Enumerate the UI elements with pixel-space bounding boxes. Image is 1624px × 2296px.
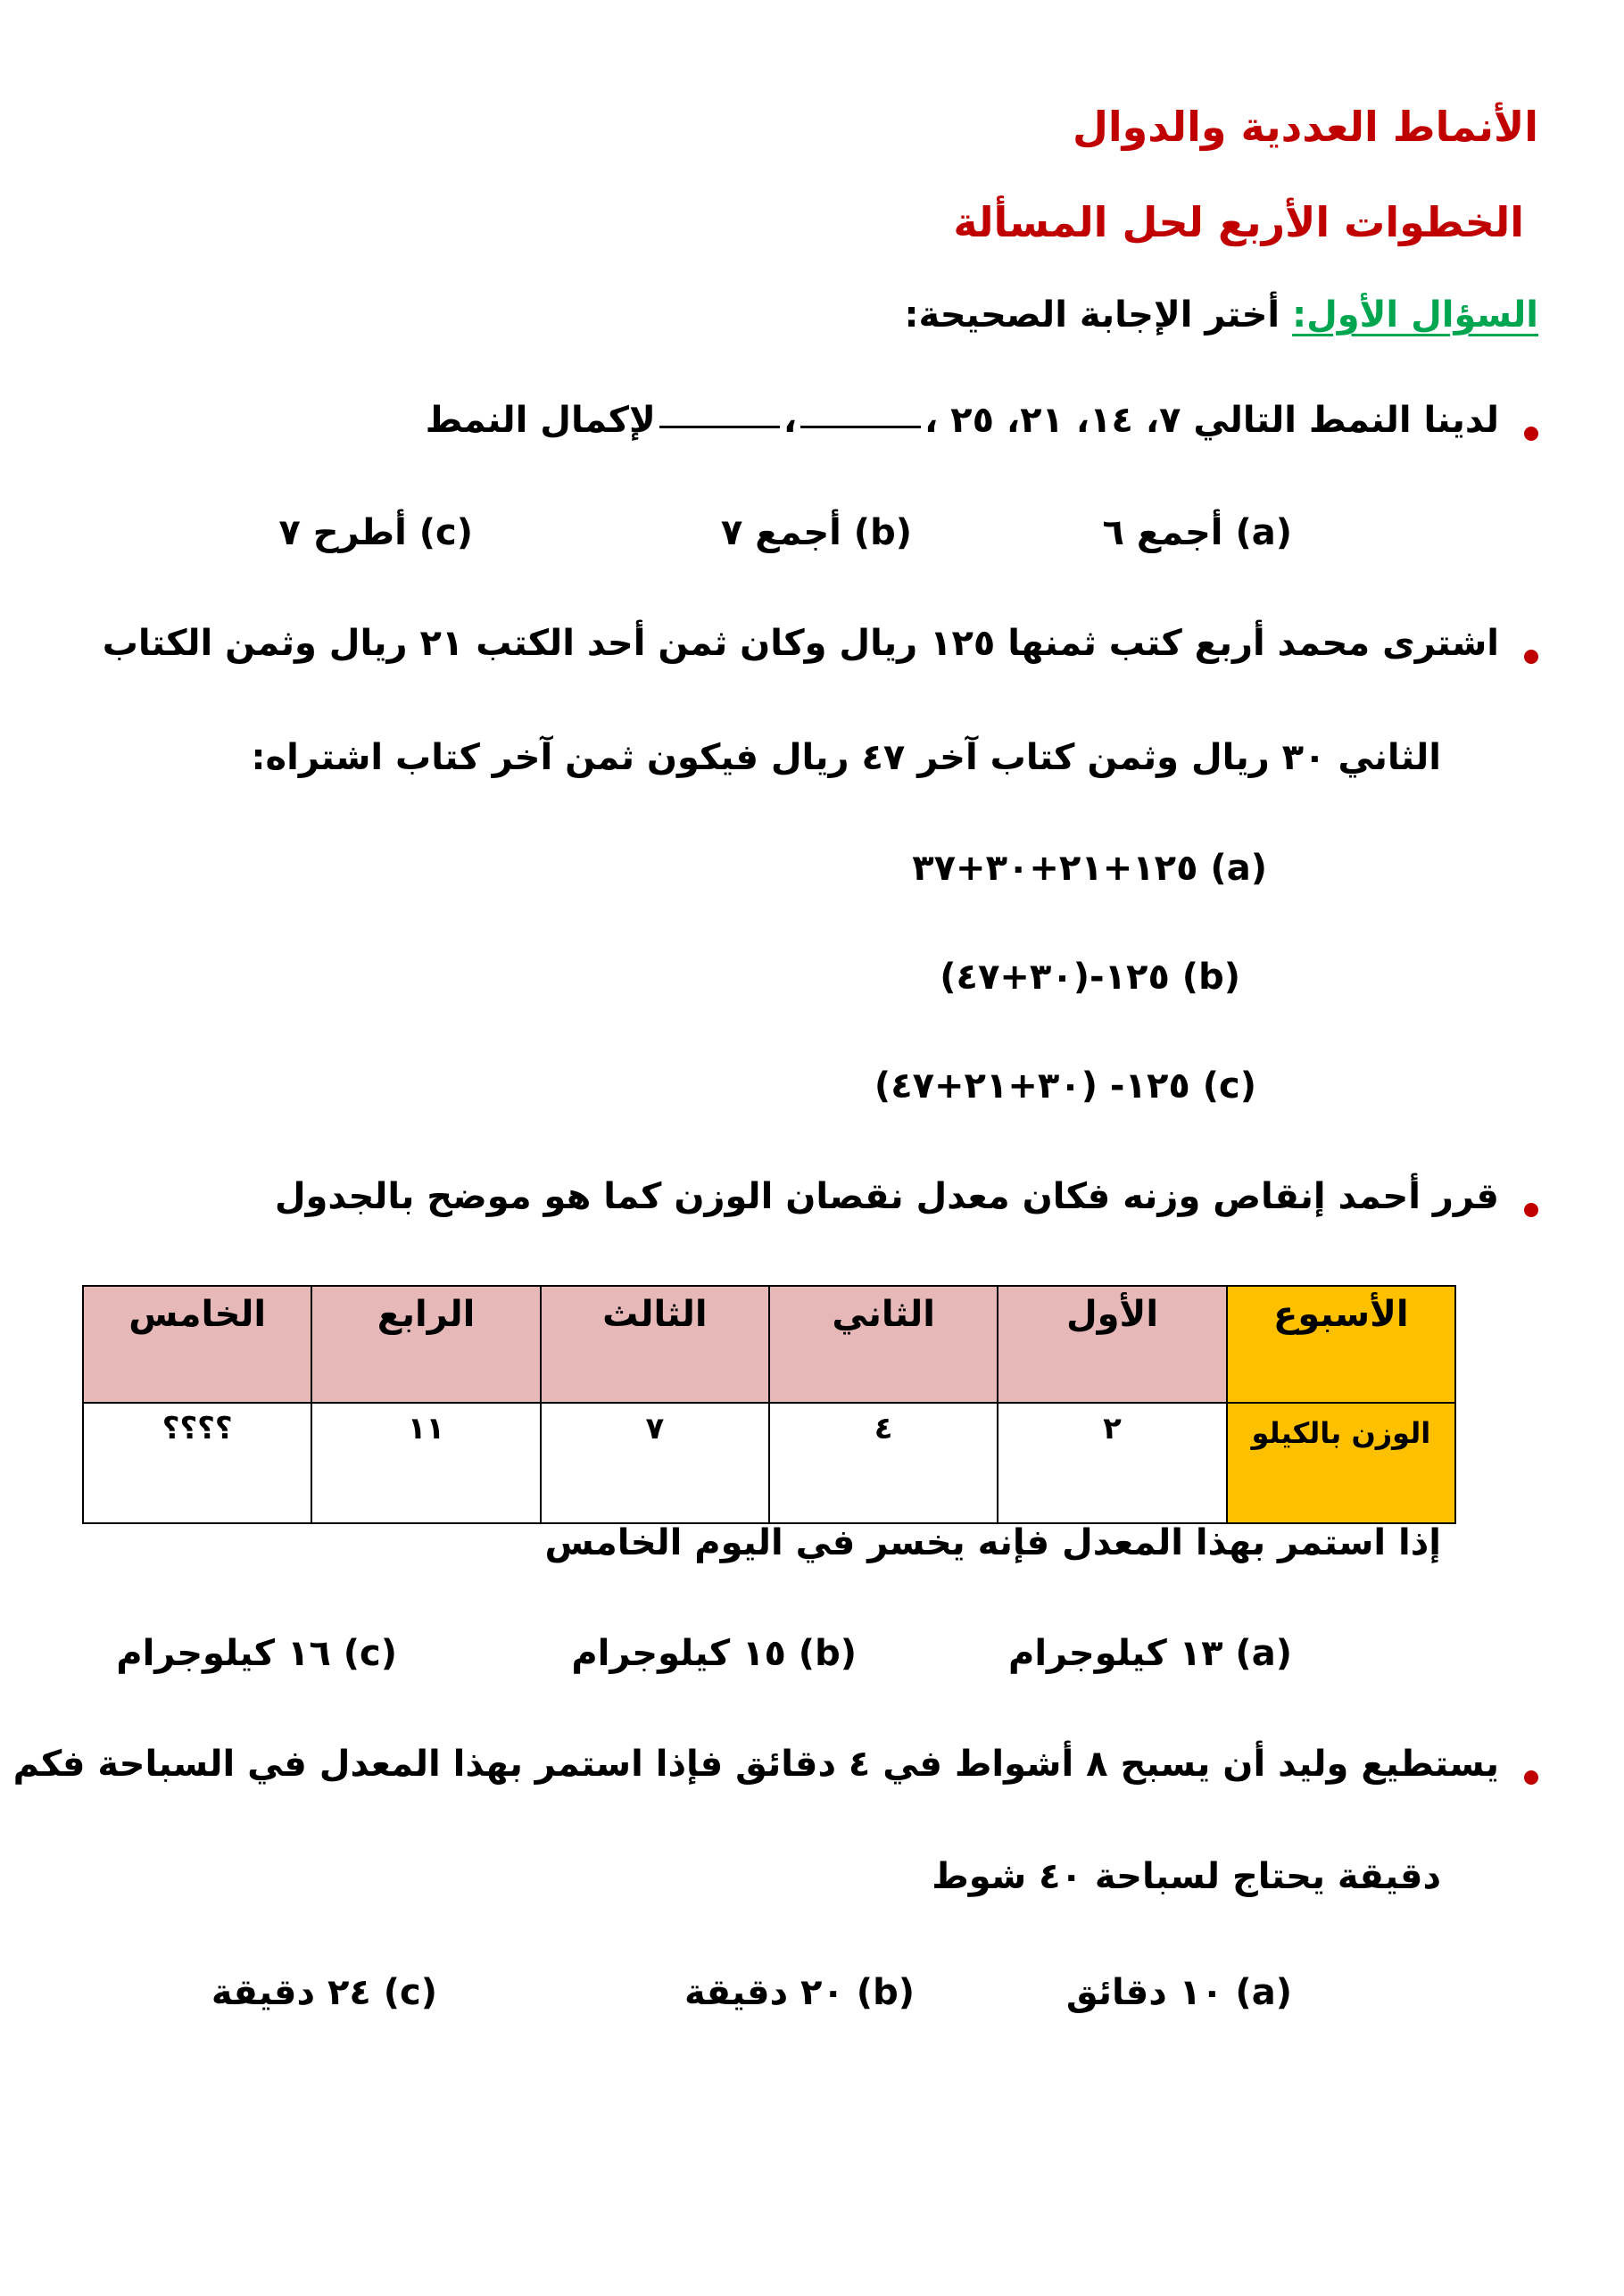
weight-table [82, 1285, 1456, 1524]
table-cell: ؟؟؟؟ [83, 1403, 311, 1523]
item-2-option-c: (c) ١٢٥- (٣٠+٢١+٤٧) [874, 1065, 1256, 1107]
item-1-mid: ، [783, 400, 798, 441]
item-1-option-b: (b) أجمع ٧ [720, 512, 912, 553]
item-3-option-b: (b) ١٥ كيلوجرام [571, 1633, 857, 1674]
table-cell: ٢ [998, 1403, 1226, 1523]
item-2-line-2: الثاني ٣٠ ريال وثمن كتاب آخر ٤٧ ريال فيكون ثمن آخر كتاب اشتراه: [251, 737, 1441, 778]
table-cell: ٤ [769, 1403, 998, 1523]
blank-1 [800, 426, 921, 428]
table-row [83, 1403, 1455, 1523]
table-header-cell: الثاني [769, 1286, 998, 1403]
blank-2 [659, 426, 780, 428]
item-3-line-1: قرر أحمد إنقاص وزنه فكان معدل نقصان الوزن كما هو موضح بالجدول [274, 1176, 1499, 1217]
item-4-line-1: يستطيع وليد أن يسبح ٨ أشواط في ٤ دقائق فإذا استمر بهذا المعدل في السباحة فكم [12, 1744, 1499, 1785]
item-1-end: لإكمال النمط [425, 400, 656, 441]
item-2-option-b: (b) ١٢٥-(٣٠+٤٧) [940, 957, 1240, 998]
table-header-cell: الأول [998, 1286, 1226, 1403]
question-heading [905, 294, 1538, 336]
bullet-2 [1524, 650, 1538, 664]
question-instruction: أختر الإجابة الصحيحة: [904, 294, 1280, 336]
item-1-option-a: (a) أجمع ٦ [1102, 512, 1292, 553]
item-2-option-a: (a) ١٢٥+٢١+٣٠+٣٧ [912, 848, 1267, 889]
table-cell: ١١ [311, 1403, 540, 1523]
item-3-option-a: (a) ١٣ كيلوجرام [1008, 1633, 1292, 1674]
item-3-option-c: (c) ١٦ كيلوجرام [116, 1633, 397, 1674]
bullet-4 [1524, 1770, 1538, 1785]
table-header-cell: الرابع [311, 1286, 540, 1403]
item-1-start: لدينا النمط التالي ٧، ١٤، ٢١، ٢٥ ، [924, 400, 1499, 441]
table-header-cell: الثالث [541, 1286, 769, 1403]
item-1-option-c: (c) أطرح ٧ [278, 512, 473, 553]
table-cell: ٧ [541, 1403, 769, 1523]
bullet-1 [1524, 427, 1538, 441]
table-header-row [83, 1286, 1455, 1403]
table-header-cell: الأسبوع [1227, 1286, 1455, 1403]
item-2-line-1: اشترى محمد أربع كتب ثمنها ١٢٥ ريال وكان ثمن أحد الكتب ٢١ ريال وثمن الكتاب [102, 623, 1499, 664]
item-4-line-2: دقيقة يحتاج لسباحة ٤٠ شوط [932, 1856, 1441, 1897]
table-header-cell: الخامس [83, 1286, 311, 1403]
bullet-3 [1524, 1203, 1538, 1217]
sub-title: الخطوات الأربع لحل المسألة [953, 198, 1524, 246]
item-1-text [426, 400, 1499, 441]
item-3-line-2: إذا استمر بهذا المعدل فإنه يخسر في اليوم الخامس [544, 1522, 1441, 1563]
question-label: السؤال الأول: [1292, 294, 1538, 336]
item-4-option-a: (a) ١٠ دقائق [1065, 1972, 1292, 2013]
table-cell: الوزن بالكيلو [1227, 1403, 1455, 1523]
main-title: الأنماط العددية والدوال [1072, 103, 1538, 151]
item-4-option-b: (b) ٢٠ دقيقة [684, 1972, 915, 2013]
item-4-option-c: (c) ٢٤ دقيقة [211, 1972, 437, 2013]
